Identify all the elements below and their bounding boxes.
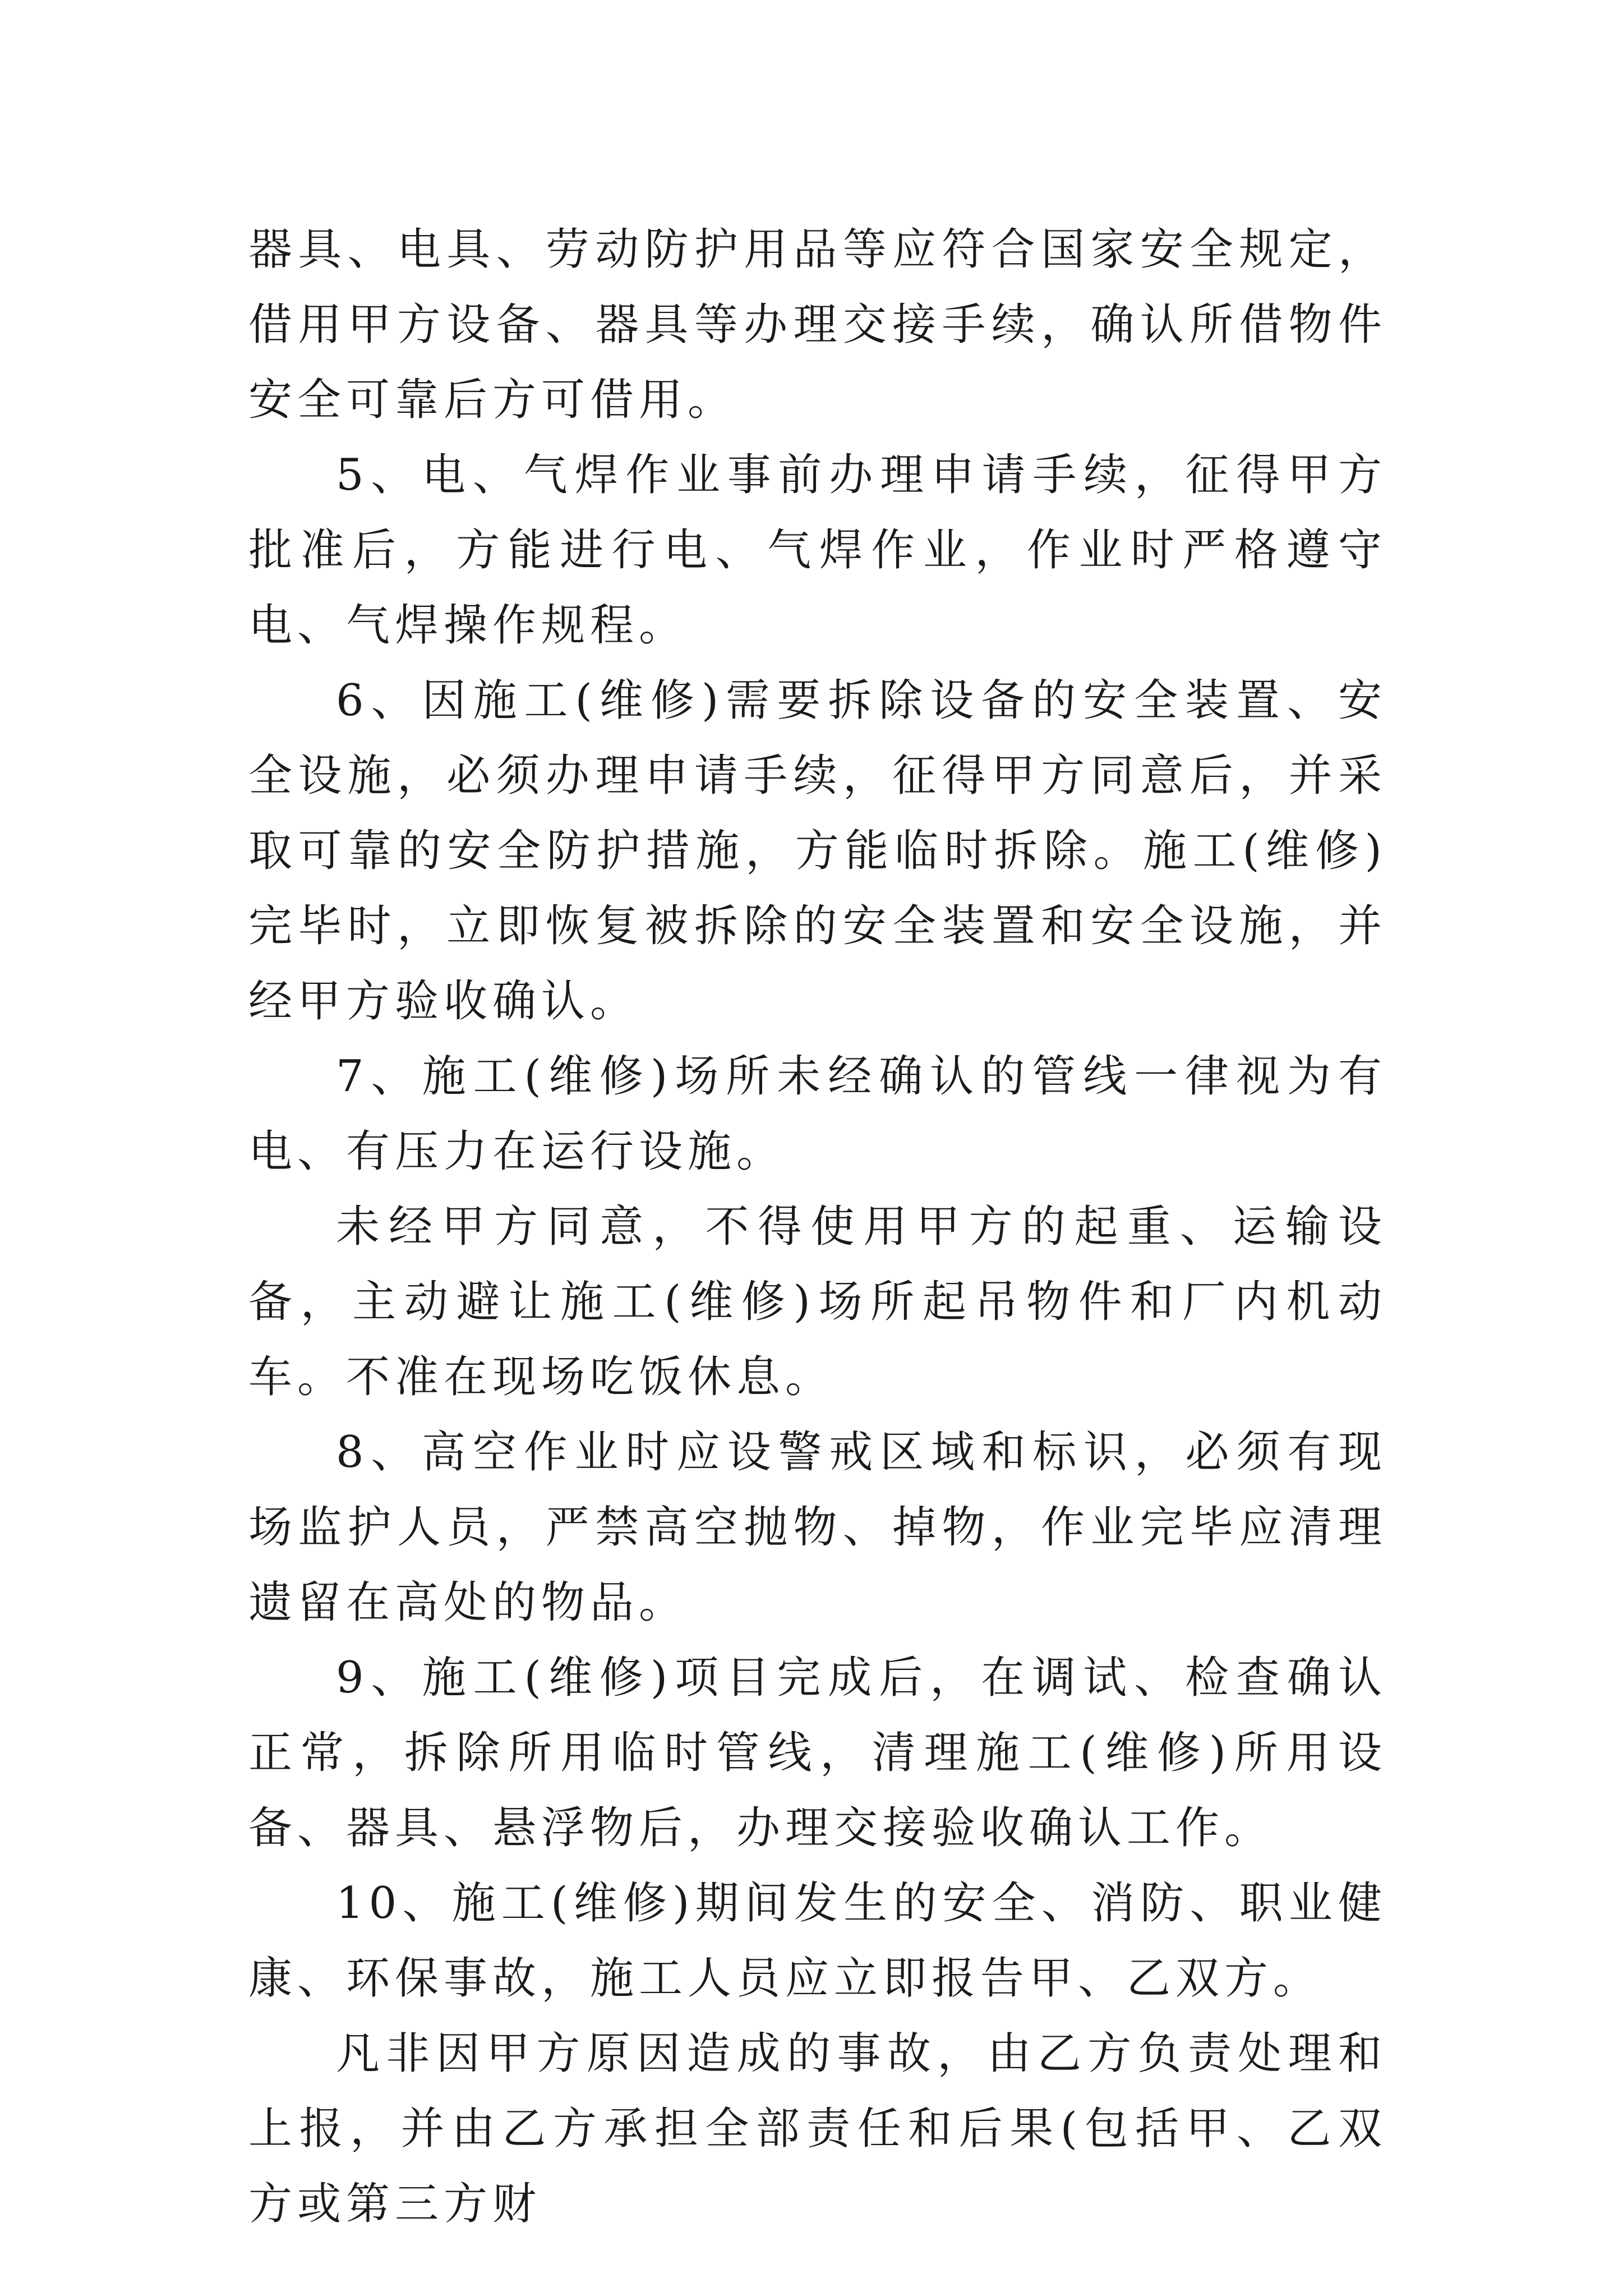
document-body (248, 212, 1387, 2242)
paragraph-item-6: 6、因施工(维修)需要拆除设备的安全装置、安全设施，必须办理申请手续，征得甲方同意后，并采取可靠的安全防护措施，方能临时拆除。施工(维修)完毕时，立即恢复被拆除的安全装置和安全设施，并经甲方验收确认。 (248, 675, 1387, 1027)
paragraph-item-5: 5、电、气焊作业事前办理申请手续，征得甲方批准后，方能进行电、气焊作业，作业时严格遵守电、气焊操作规程。 (248, 450, 1387, 651)
paragraph-item-7-note: 未经甲方同意，不得使用甲方的起重、运输设备，主动避让施工(维修)场所起吊物件和厂内机动车。不准在现场吃饭休息。 (248, 1202, 1387, 1402)
paragraph-item-8: 8、高空作业时应设警戒区域和标识，必须有现场监护人员，严禁高空抛物、掉物，作业完毕应清理遗留在高处的物品。 (248, 1427, 1387, 1628)
paragraph-item-7: 7、施工(维修)场所未经确认的管线一律视为有电、有压力在运行设施。 (248, 1051, 1387, 1177)
paragraph-item-9: 9、施工(维修)项目完成后，在调试、检查确认正常，拆除所用临时管线，清理施工(维修)所用设备、器具、悬浮物后，办理交接验收确认工作。 (248, 1653, 1387, 1853)
paragraph-continued: 器具、电具、劳动防护用品等应符合国家安全规定，借用甲方设备、器具等办理交接手续，确认所借物件安全可靠后方可借用。 (248, 224, 1387, 425)
paragraph-item-10-note: 凡非因甲方原因造成的事故，由乙方负责处理和上报，并由乙方承担全部责任和后果(包括甲、乙双方或第三方财 (248, 2028, 1387, 2229)
paragraph-item-10: 10、施工(维修)期间发生的安全、消防、职业健康、环保事故，施工人员应立即报告甲、乙双方。 (248, 1878, 1387, 2004)
